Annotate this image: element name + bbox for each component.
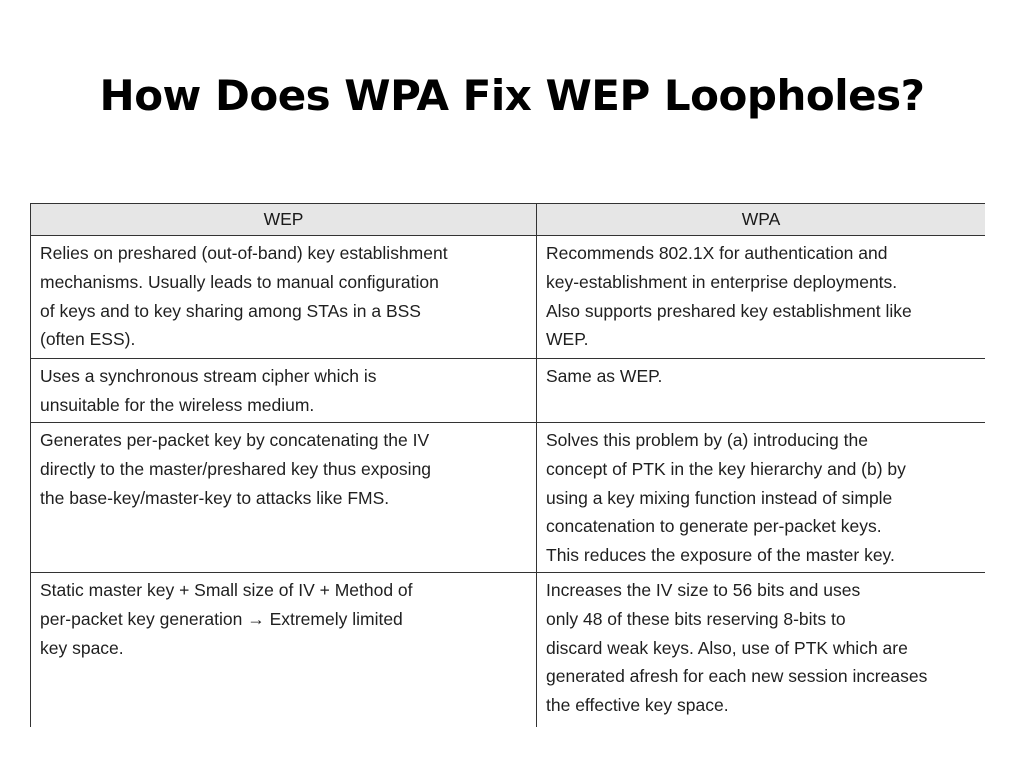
cell-line: Relies on preshared (out-of-band) key establishment <box>40 243 448 263</box>
cell-line: concept of PTK in the key hierarchy and (b) by <box>546 458 906 479</box>
cell-line: the effective key space. <box>546 695 729 716</box>
cell-line: key-establishment in enterprise deployments. <box>546 271 898 292</box>
table-header-row <box>31 204 986 236</box>
cell-line: the base-key/master-key to attacks like FMS. <box>40 487 390 508</box>
comparison-table <box>30 203 985 727</box>
cell-line: Increases the IV size to 56 bits and uses <box>546 580 861 600</box>
cell-line: Also supports preshared key establishment like <box>546 300 912 321</box>
wpa-cell <box>537 573 986 728</box>
cell-line: unsuitable for the wireless medium. <box>40 394 315 415</box>
cell-line: WEP. <box>546 329 589 350</box>
cell-line: using a key mixing function instead of simple <box>546 487 893 508</box>
cell-line: generated afresh for each new session increases <box>546 666 928 687</box>
cell-line: of keys and to key sharing among STAs in a BSS <box>40 300 421 321</box>
cell-line: Generates per-packet key by concatenating the IV <box>40 430 430 450</box>
table-row <box>31 423 986 573</box>
cell-line: (often ESS). <box>40 329 136 350</box>
cell-line: only 48 of these bits reserving 8-bits to <box>546 608 846 629</box>
cell-line: This reduces the exposure of the master key. <box>546 545 895 566</box>
wpa-cell <box>537 359 986 423</box>
header-wpa: WPA <box>537 204 986 236</box>
wep-cell <box>31 423 537 573</box>
cell-line: discard weak keys. Also, use of PTK which are <box>546 637 908 658</box>
cell-line: per-packet key generation → Extremely limited <box>40 608 403 629</box>
wpa-cell <box>537 423 986 573</box>
slide-title: How Does WPA Fix WEP Loopholes? <box>99 71 925 120</box>
cell-line: concatenation to generate per-packet keys. <box>546 516 882 537</box>
table-row <box>31 573 986 728</box>
table-row <box>31 236 986 359</box>
cell-line: mechanisms. Usually leads to manual configuration <box>40 271 439 292</box>
comparison-table-container <box>30 203 985 727</box>
cell-line: Solves this problem by (a) introducing the <box>546 430 868 450</box>
wep-cell <box>31 359 537 423</box>
wep-cell <box>31 573 537 728</box>
header-wep: WEP <box>31 204 537 236</box>
cell-line: directly to the master/preshared key thus exposing <box>40 458 432 479</box>
wep-cell <box>31 236 537 359</box>
cell-line: Recommends 802.1X for authentication and <box>546 243 888 263</box>
wpa-cell <box>537 236 986 359</box>
cell-line: Static master key + Small size of IV + Method of <box>40 580 413 600</box>
cell-line: Uses a synchronous stream cipher which is <box>40 366 377 386</box>
cell-line: key space. <box>40 637 124 658</box>
cell-line: Same as WEP. <box>546 366 663 386</box>
table-row <box>31 359 986 423</box>
